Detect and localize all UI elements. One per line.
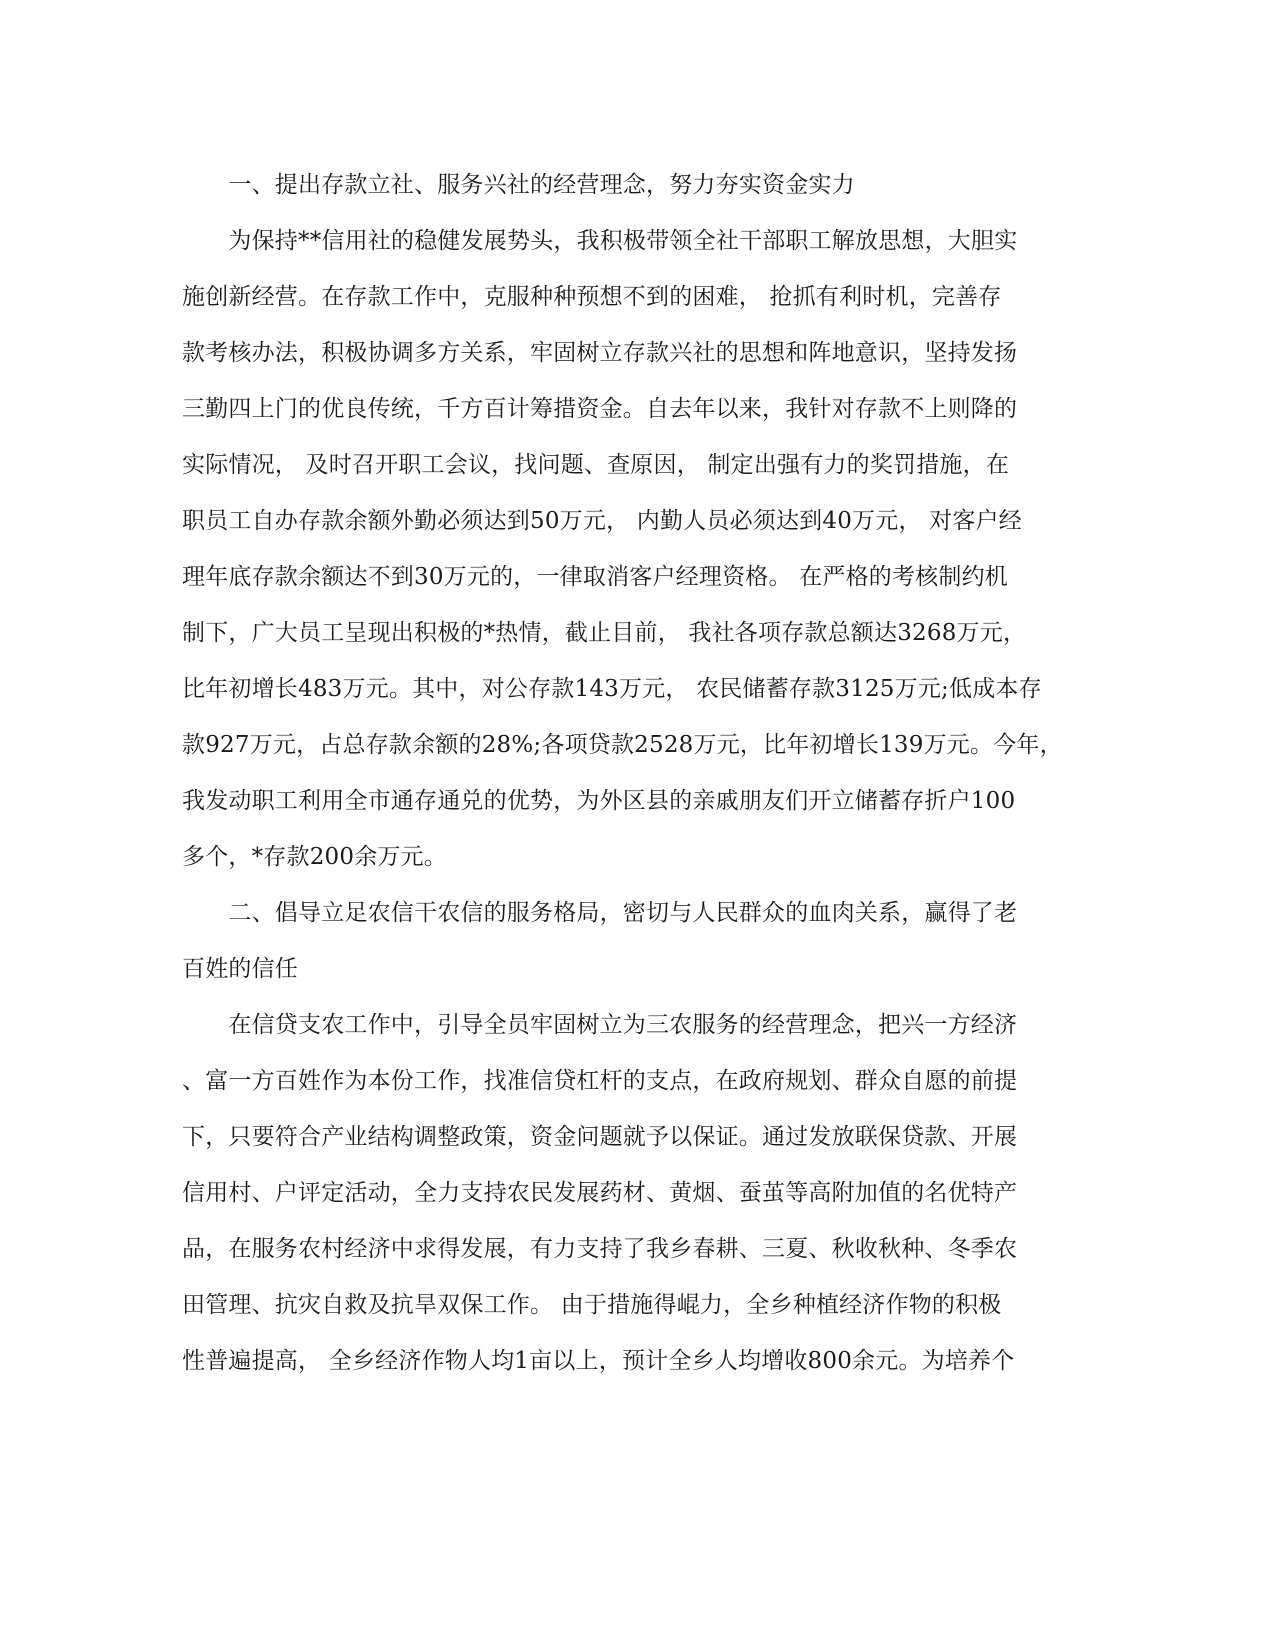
paragraph-line: 施创新经营。在存款工作中，克服种种预想不到的困难， 抢抓有利时机，完善存	[182, 284, 1002, 310]
paragraph-line: 制下，广大员工呈现出积极的*热情，截止目前， 我社各项存款总额达3268万元，	[182, 620, 1027, 646]
paragraph-line: 我发动职工利用全市通存通兑的优势，为外区县的亲戚朋友们开立储蓄存折户100	[182, 788, 1016, 814]
paragraph-line: 品，在服务农村经济中求得发展，有力支持了我乡春耕、三夏、秋收秋种、冬季农	[182, 1236, 1018, 1262]
paragraph-line: 、富一方百姓作为本份工作，找准信贷杠杆的支点，在政府规划、群众自愿的前提	[182, 1068, 1018, 1094]
paragraph-line: 多个，*存款200余万元。	[182, 844, 447, 870]
section-heading-1: 一、提出存款立社、服务兴社的经营理念，努力夯实资金实力	[182, 172, 855, 198]
paragraph-line: 为保持**信用社的稳健发展势头，我积极带领全社干部职工解放思想，大胆实	[182, 228, 1018, 254]
paragraph-line: 比年初增长483万元。其中，对公存款143万元， 农民储蓄存款3125万元;低成本存	[182, 676, 1042, 702]
paragraph-line: 实际情况， 及时召开职工会议，找问题、查原因， 制定出强有力的奖罚措施，在	[182, 452, 1010, 478]
paragraph-line: 信用村、户评定活动，全力支持农民发展药材、黄烟、蚕茧等高附加值的名优特产	[182, 1180, 1018, 1206]
paragraph-line: 三勤四上门的优良传统，千方百计筹措资金。自去年以来，我针对存款不上则降的	[182, 396, 1018, 422]
paragraph-line: 理年底存款余额达不到30万元的，一律取消客户经理资格。 在严格的考核制约机	[182, 564, 1008, 590]
paragraph-line: 下，只要符合产业结构调整政策，资金问题就予以保证。通过发放联保贷款、开展	[182, 1124, 1018, 1150]
paragraph-line: 性普遍提高， 全乡经济作物人均1亩以上，预计全乡人均增收800余元。为培养个	[182, 1348, 1015, 1374]
paragraph-line: 款927万元，占总存款余额的28%;各项贷款2528万元，比年初增长139万元。今年，	[182, 732, 1063, 758]
section-heading-2-cont: 百姓的信任	[182, 956, 298, 982]
paragraph-line: 款考核办法，积极协调多方关系，牢固树立存款兴社的思想和阵地意识，坚持发扬	[182, 340, 1018, 366]
section-heading-2: 二、倡导立足农信干农信的服务格局，密切与人民群众的血肉关系，赢得了老	[182, 900, 1018, 926]
paragraph-line: 职员工自办存款余额外勤必须达到50万元， 内勤人员必须达到40万元， 对客户经	[182, 508, 1022, 534]
paragraph-line: 在信贷支农工作中，引导全员牢固树立为三农服务的经营理念，把兴一方经济	[182, 1012, 1018, 1038]
paragraph-line: 田管理、抗灾自救及抗旱双保工作。 由于措施得崐力，全乡种植经济作物的积极	[182, 1292, 1002, 1318]
